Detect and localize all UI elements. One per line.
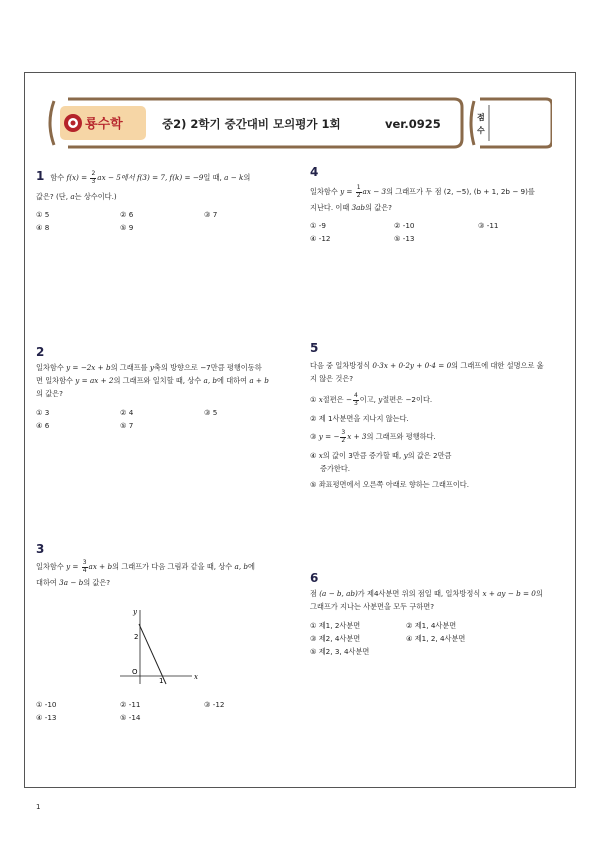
option[interactable]: ① 제1, 2사분면 (310, 621, 361, 630)
question-number: 1 (36, 169, 45, 183)
header-banner (40, 95, 552, 151)
statement-1: ① x절편은 − $\frac{4}{3}$ 이고, y절편은 −2이다. (310, 392, 433, 407)
option[interactable]: ③ -11 (478, 221, 499, 230)
question-2: 2 일차함수 y = −2x + b의 그래프를 y축의 방향으로 −7만큼 평행이동하 면 일차함수 y = ax + 2의 그래프와 일치할 때, 상수 a, b에 대하여 a + b 의 값은? ① 3 ② 4 ③ 5 ④ 6 ⑤ 7 (36, 346, 298, 432)
question-5: 5 다음 중 일차방정식 0·3x + 0·2y + 0·4 = 0의 그래프에 대한 설명으로 옳 지 않은 것은? ① x절편은 − $\frac{4}{3}$ 이고, y절편은 −2이다. ② 제 1사분면을 지나지 않는다. ③ y = − $\frac{3}{2}$ x + 3의 그래프와 평행하다. ④ x의 값이 3만큼 증가할 때, y의 값은 2만큼 증가한다. ⑤ 좌표평면에서 오른쪽 아래로 향하는 그래프이다. (310, 342, 572, 491)
question-4: 4 일차함수 y = $\frac{1}{2}$ ax − 3의 그래프가 두 점 (2, −5), (b + 1, 2b − 9)를 지난다. 이때 3ab의 값은? ① -9 ② -10 ③ -11 ④ -12 ⑤ -13 (310, 166, 572, 245)
logo-dragon-icon (64, 114, 82, 132)
fraction: $\frac{4}{3}$ (353, 392, 358, 407)
page-number: 1 (36, 803, 41, 811)
question-6: 6 점 (a − b, ab)가 제4사분면 위의 점일 때, 일차방정식 x + ay − b = 0의 그래프가 지나는 사분면을 모두 구하면? ① 제1, 2사분면 ② 제1, 4사분면 ③ 제2, 4사분면 ④ 제1, 2, 4사분면 ⑤ 제2, 3, 4사분면 (310, 572, 572, 658)
logo-text: 룡수학 (85, 117, 123, 132)
x-axis-label: x (194, 673, 198, 681)
q3-graph (110, 604, 200, 688)
fraction: $\frac{3}{2}$ (341, 429, 346, 444)
option[interactable]: ① -10 (36, 700, 57, 709)
option[interactable]: ⑤ 7 (120, 421, 134, 430)
origin-label: O (132, 668, 138, 676)
option[interactable]: ⑤ -14 (120, 713, 141, 722)
graph-line (139, 624, 166, 684)
option[interactable]: ② 4 (120, 408, 134, 417)
question-number: 2 (36, 345, 45, 359)
option[interactable]: ① 5 (36, 210, 50, 219)
question-1: 1 함수 f(x) = $\frac{2}{3}$ ax − 5에서 f(3) = 7, f(k) = −9일 때, a − k의 값은? (단, a는 상수이다.) ① 5 ② 6 ③ 7 ④ 8 ⑤ 9 (36, 170, 296, 234)
page-title: 중2) 2학기 중간대비 모의평가 1회 (162, 117, 341, 131)
question-3: 3 일차함수 y = $\frac{3}{4}$ ax + b의 그래프가 다음 그림과 같을 때, 상수 a, b에 대하여 3a − b의 값은? (36, 543, 298, 589)
option[interactable]: ④ 제1, 2, 4사분면 (406, 634, 466, 643)
option[interactable]: ② -11 (120, 700, 141, 709)
option[interactable]: ① -9 (310, 221, 326, 230)
option[interactable]: ③ -12 (204, 700, 225, 709)
option[interactable]: ⑤ 9 (120, 223, 134, 232)
question-number: 3 (36, 542, 45, 556)
version-label: ver.0925 (385, 117, 441, 131)
option[interactable]: ② 6 (120, 210, 134, 219)
question-3-options (36, 694, 298, 724)
option[interactable]: ④ 8 (36, 223, 50, 232)
x-intercept-label: 1 (159, 677, 164, 685)
question-number: 6 (310, 571, 319, 585)
statement-5: ⑤ 좌표평면에서 오른쪽 아래로 향하는 그래프이다. (310, 480, 470, 489)
option[interactable]: ⑤ -13 (394, 234, 415, 243)
fraction: $\frac{3}{4}$ (82, 559, 87, 574)
option[interactable]: ④ -12 (310, 234, 331, 243)
option[interactable]: ④ 6 (36, 421, 50, 430)
fraction: $\frac{2}{3}$ (91, 170, 96, 185)
option[interactable]: ② 제1, 4사분면 (406, 621, 457, 630)
statement-2: ② 제 1사분면을 지나지 않는다. (310, 414, 409, 423)
y-intercept-label: 2 (134, 633, 139, 641)
statement-3: ③ y = − $\frac{3}{2}$ x + 3의 그래프와 평행하다. (310, 429, 436, 444)
option[interactable]: ③ 5 (204, 408, 218, 417)
option[interactable]: ⑤ 제2, 3, 4사분면 (310, 647, 370, 656)
score-label-top: 점 (477, 113, 485, 122)
option[interactable]: ③ 7 (204, 210, 218, 219)
y-axis-label: y (133, 608, 137, 616)
fraction: $\frac{1}{2}$ (356, 184, 361, 199)
statement-4-cont: 증가한다. (320, 464, 351, 473)
option[interactable]: ④ -13 (36, 713, 57, 722)
option[interactable]: ② -10 (394, 221, 415, 230)
question-number: 4 (310, 165, 319, 179)
question-number: 5 (310, 341, 319, 355)
option[interactable]: ③ 제2, 4사분면 (310, 634, 361, 643)
score-label-bottom: 수 (477, 126, 485, 135)
statement-4: ④ x의 값이 3만큼 증가할 때, y의 값은 2만큼 (310, 451, 452, 460)
option[interactable]: ① 3 (36, 408, 50, 417)
